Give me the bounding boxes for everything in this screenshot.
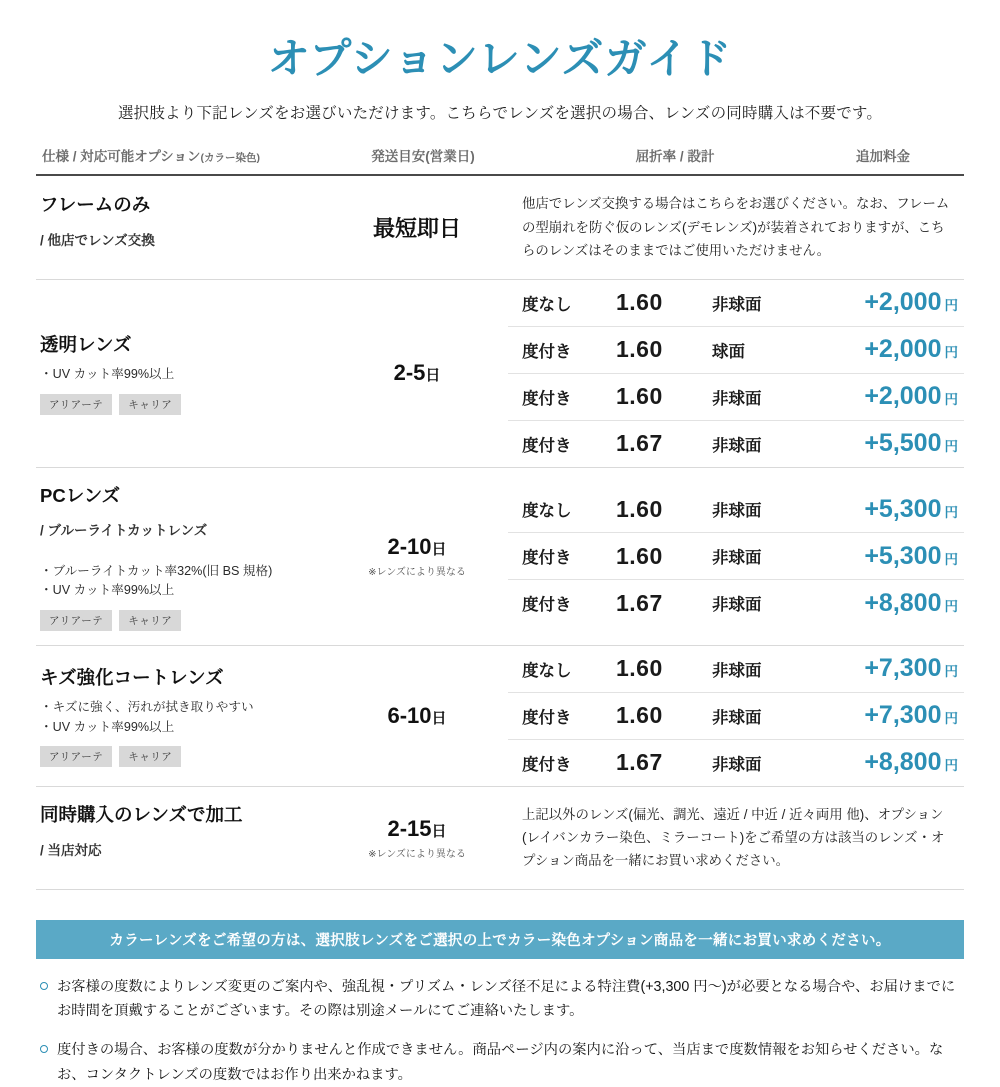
spec-title <box>40 666 318 691</box>
spec-title <box>40 193 318 264</box>
lens-design: 非球面 <box>712 596 762 615</box>
lens-variant-row <box>508 421 964 467</box>
tag-carrier: キャリア <box>119 610 181 631</box>
shipping-range: 2-5 <box>393 360 426 386</box>
column-header-spec-label: 仕様 / 対応可能オプション <box>42 149 201 165</box>
option-tags <box>40 746 318 767</box>
shipping-value <box>387 534 446 560</box>
lens-price <box>830 288 964 317</box>
spec-title-main: キズ強化コートレンズ <box>40 667 224 689</box>
table-row <box>36 468 964 646</box>
lens-price-value: +2,000 <box>864 288 942 317</box>
lens-price-unit: 円 <box>944 345 958 361</box>
lens-variant-row <box>508 327 964 374</box>
bullet-circle-icon <box>40 982 48 990</box>
spec-title-sub: / 当店対応 <box>40 843 102 859</box>
lens-degree: 度付き <box>522 389 572 408</box>
shipping-value <box>387 703 446 729</box>
lens-design: 非球面 <box>712 661 762 680</box>
shipping-range: 6-10 <box>387 702 432 728</box>
lens-price-value: +7,300 <box>864 654 942 683</box>
lens-variant-row <box>508 580 964 626</box>
lens-index: 1.67 <box>616 589 663 616</box>
spec-title-main: 同時購入のレンズで加工 <box>40 804 243 826</box>
lens-degree: 度付き <box>522 596 572 615</box>
shipping-unit: 日 <box>431 709 447 727</box>
lens-index: 1.60 <box>616 655 663 682</box>
shipping-value: 最短即日 <box>372 215 461 241</box>
lens-price <box>830 542 964 571</box>
lens-degree: 度付き <box>522 342 572 361</box>
lens-variant-row <box>508 533 964 580</box>
spec-bullet: ・キズに強く、汚れが拭き取りやすい <box>40 700 254 715</box>
notes-list <box>36 975 964 1087</box>
lens-price <box>830 382 964 411</box>
spec-title <box>40 333 318 358</box>
spec-cell <box>36 176 326 278</box>
lens-index: 1.60 <box>616 495 663 522</box>
column-header-spec-note: (カラー染色) <box>200 152 261 165</box>
spec-title <box>40 803 318 874</box>
column-header-shipping: 発送目安(営業日) <box>371 149 475 165</box>
lens-design: 非球面 <box>712 755 762 774</box>
description-cell: 他店でレンズ交換する場合はこちらをお選びください。なお、フレームの型崩れを防ぐ仮のレンズ(デモレンズ)が装着されておりますが、こちらのレンズはそのままではご使用いただけません。 <box>522 196 950 259</box>
option-tags <box>40 610 318 631</box>
bullet-circle-icon <box>40 1045 48 1053</box>
spec-title <box>40 484 318 555</box>
lens-variant-row <box>508 693 964 740</box>
spec-bullet: ・UV カット率99%以上 <box>40 719 175 734</box>
lens-price-value: +2,000 <box>864 335 942 364</box>
shipping-value <box>387 816 446 842</box>
spec-title-sub: / ブルーライトカットレンズ <box>40 523 208 539</box>
spec-cell <box>36 280 326 467</box>
lens-index: 1.60 <box>616 542 663 569</box>
spec-bullets <box>40 365 318 385</box>
spec-cell <box>36 468 326 645</box>
shipping-note: ※レンズにより異なる <box>368 567 466 579</box>
spec-bullet: ・UV カット率99%以上 <box>40 367 175 382</box>
lens-degree: 度なし <box>522 502 572 521</box>
spec-title-sub: / 他店でレンズ交換 <box>40 232 155 248</box>
lens-price <box>830 748 964 777</box>
shipping-cell <box>326 176 508 278</box>
shipping-unit: 日 <box>431 541 447 559</box>
shipping-note: ※レンズにより異なる <box>368 848 466 860</box>
lens-price <box>830 335 964 364</box>
lens-degree: 度付き <box>522 436 572 455</box>
shipping-cell <box>326 646 508 786</box>
lens-variant-row <box>508 486 964 533</box>
lens-design: 球面 <box>712 342 745 361</box>
lens-variant-row <box>508 280 964 327</box>
lens-price-value: +8,800 <box>864 748 942 777</box>
lens-degree: 度付き <box>522 755 572 774</box>
spec-bullet: ・UV カット率99%以上 <box>40 583 175 598</box>
lens-index: 1.60 <box>616 336 663 363</box>
lens-price-unit: 円 <box>944 298 958 314</box>
page-subtitle: 選択肢より下記レンズをお選びいただけます。こちらでレンズを選択の場合、レンズの同時購入は不要です。 <box>117 105 883 123</box>
lens-variants <box>508 646 964 786</box>
description-cell: 上記以外のレンズ(偏光、調光、遠近 / 中近 / 近々両用 他)、オプション(レイバンカラー染色、ミラーコート)をご希望の方は該当のレンズ・オプション商品を一緒にお買い求めください。 <box>522 806 945 869</box>
spec-title-main: PCレンズ <box>40 484 121 506</box>
column-header-spec <box>42 145 332 165</box>
lens-variant-row <box>508 646 964 693</box>
lens-price-unit: 円 <box>944 551 958 567</box>
tag-ariate: アリアーテ <box>40 394 112 415</box>
tag-ariate: アリアーテ <box>40 746 112 767</box>
lens-variants <box>508 468 964 645</box>
lens-price <box>830 701 964 730</box>
lens-price-unit: 円 <box>944 664 958 680</box>
note-item <box>40 1038 960 1087</box>
option-tags <box>40 394 318 415</box>
shipping-cell <box>326 280 508 467</box>
lens-design: 非球面 <box>712 549 762 568</box>
lens-price-unit: 円 <box>944 504 958 520</box>
lens-price <box>830 495 964 524</box>
page-title: オプションレンズガイド <box>267 35 733 82</box>
lens-price <box>830 429 964 458</box>
lens-degree: 度なし <box>522 295 572 314</box>
shipping-cell <box>326 787 508 889</box>
spec-title-main: 透明レンズ <box>40 334 132 356</box>
lens-variant-row <box>508 374 964 421</box>
lens-options-table <box>36 174 964 890</box>
spec-bullets <box>40 562 318 601</box>
note-item <box>40 975 960 1024</box>
lens-price <box>830 589 964 618</box>
lens-index: 1.60 <box>616 289 663 316</box>
table-row <box>36 646 964 787</box>
lens-price <box>830 654 964 683</box>
table-column-headers <box>36 145 964 174</box>
shipping-unit: 日 <box>425 367 441 385</box>
lens-design: 非球面 <box>712 295 762 314</box>
lens-price-value: +5,500 <box>864 429 942 458</box>
lens-design: 非球面 <box>712 708 762 727</box>
lens-design: 非球面 <box>712 389 762 408</box>
spec-cell <box>36 646 326 786</box>
tag-ariate: アリアーテ <box>40 610 112 631</box>
lens-variants <box>508 280 964 467</box>
lens-index: 1.67 <box>616 430 663 457</box>
color-lens-banner: カラーレンズをご希望の方は、選択肢レンズをご選択の上でカラー染色オプション商品を一緒にお買い求めください。 <box>36 920 964 959</box>
lens-price-unit: 円 <box>944 392 958 408</box>
shipping-range: 2-15 <box>387 815 432 841</box>
lens-price-value: +7,300 <box>864 701 942 730</box>
lens-variant-row <box>508 740 964 786</box>
lens-price-value: +5,300 <box>864 541 942 570</box>
note-text: お客様の度数によりレンズ変更のご案内や、強乱視・プリズム・レンズ径不足による特注費(+3,300 円〜)が必要となる場合や、お届けまでにお時間を頂戴することがございます。その際は別途メールにてご連絡いたします。 <box>57 978 956 1020</box>
shipping-cell <box>326 468 508 645</box>
column-header-lens: 屈折率 / 設計 <box>635 149 715 165</box>
shipping-unit: 日 <box>431 822 447 840</box>
spec-title-main: フレームのみ <box>40 193 151 215</box>
lens-price-unit: 円 <box>944 758 958 774</box>
table-row <box>36 787 964 890</box>
lens-price-value: +5,300 <box>864 494 942 523</box>
lens-design: 非球面 <box>712 502 762 521</box>
note-text: 度付きの場合、お客様の度数が分かりませんと作成できません。商品ページ内の案内に沿って、当店まで度数情報をお知らせください。なお、コンタクトレンズの度数ではお作り出来かねます。 <box>57 1042 944 1083</box>
tag-carrier: キャリア <box>119 394 181 415</box>
lens-index: 1.60 <box>616 383 663 410</box>
lens-degree: 度なし <box>522 661 572 680</box>
lens-price-unit: 円 <box>944 598 958 614</box>
shipping-range: 2-10 <box>387 534 432 560</box>
tag-carrier: キャリア <box>119 746 181 767</box>
lens-price-value: +8,800 <box>864 588 942 617</box>
lens-index: 1.60 <box>616 702 663 729</box>
table-row <box>36 280 964 468</box>
lens-price-unit: 円 <box>944 439 958 455</box>
table-row <box>36 176 964 279</box>
lens-degree: 度付き <box>522 549 572 568</box>
spec-cell <box>36 787 326 889</box>
lens-index: 1.67 <box>616 749 663 776</box>
spec-bullets <box>40 698 318 737</box>
column-header-price: 追加料金 <box>856 149 910 165</box>
spec-bullet: ・ブルーライトカット率32%(旧 BS 規格) <box>40 563 273 578</box>
lens-price-unit: 円 <box>944 711 958 727</box>
lens-degree: 度付き <box>522 708 572 727</box>
shipping-value <box>394 360 441 386</box>
lens-price-value: +2,000 <box>864 382 942 411</box>
lens-design: 非球面 <box>712 436 762 455</box>
